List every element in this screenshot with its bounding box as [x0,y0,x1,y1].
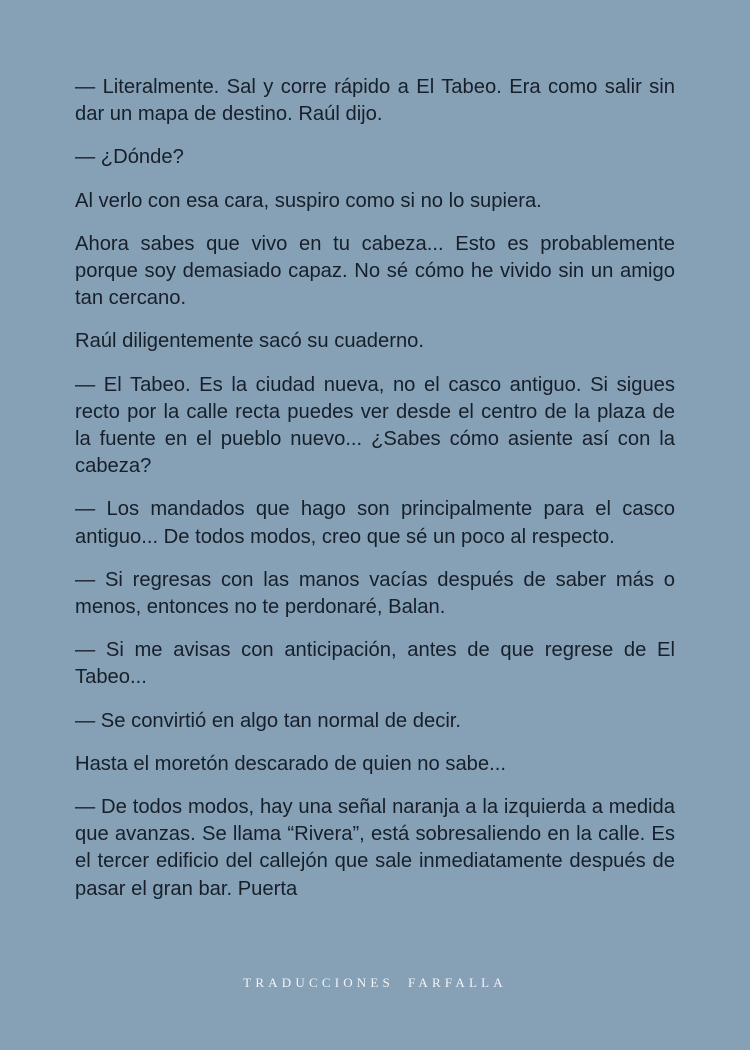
footer-publisher-left: TRADUCCIONES [243,975,394,990]
page-footer [0,975,750,991]
paragraph-8: — Si regresas con las manos vacías después de saber más o menos, entonces no te perdonaré, Balan. [75,568,675,619]
paragraph-6: — El Tabeo. Es la ciudad nueva, no el casco antiguo. Si sigues recto por la calle recta puedes ver desde el centro de la plaza de la fuente en el pueblo nuevo... ¿Sabes cómo asiente así con la cabeza? [75,373,675,478]
paragraph-10: — Se convirtió en algo tan normal de decir. [75,709,462,732]
paragraph-9: — Si me avisas con anticipación, antes de que regrese de El Tabeo... [75,639,675,689]
paragraph-7: — Los mandados que hago son principalmente para el casco antiguo... De todos modos, creo que sé un poco al respecto. [75,498,675,548]
paragraph-12: — De todos modos, hay una señal naranja a la izquierda a medida que avanzas. Se llama “Rivera”, está sobresaliendo en la calle. Es el tercer edificio del callejón que sale inmediatamente después de pasar el gran bar. Puerta [75,796,675,900]
paragraph-3: Al verlo con esa cara, suspiro como si no lo supiera. [75,189,542,212]
footer-publisher-right: FARFALLA [407,975,507,990]
paragraph-5: Raúl diligentemente sacó su cuaderno. [75,330,425,353]
paragraph-2: — ¿Dónde? [75,146,184,169]
paragraph-1: — Literalmente. Sal y corre rápido a El Tabeo. Era como salir sin dar un mapa de destino. Raúl dijo. [75,76,675,126]
paragraph-4: Ahora sabes que vivo en tu cabeza... Esto es probablemente porque soy demasiado capaz. No sé cómo he vivido sin un amigo tan cercano. [75,232,675,310]
paragraph-11: Hasta el moretón descarado de quien no sabe... [75,752,506,775]
page-body [75,74,675,919]
